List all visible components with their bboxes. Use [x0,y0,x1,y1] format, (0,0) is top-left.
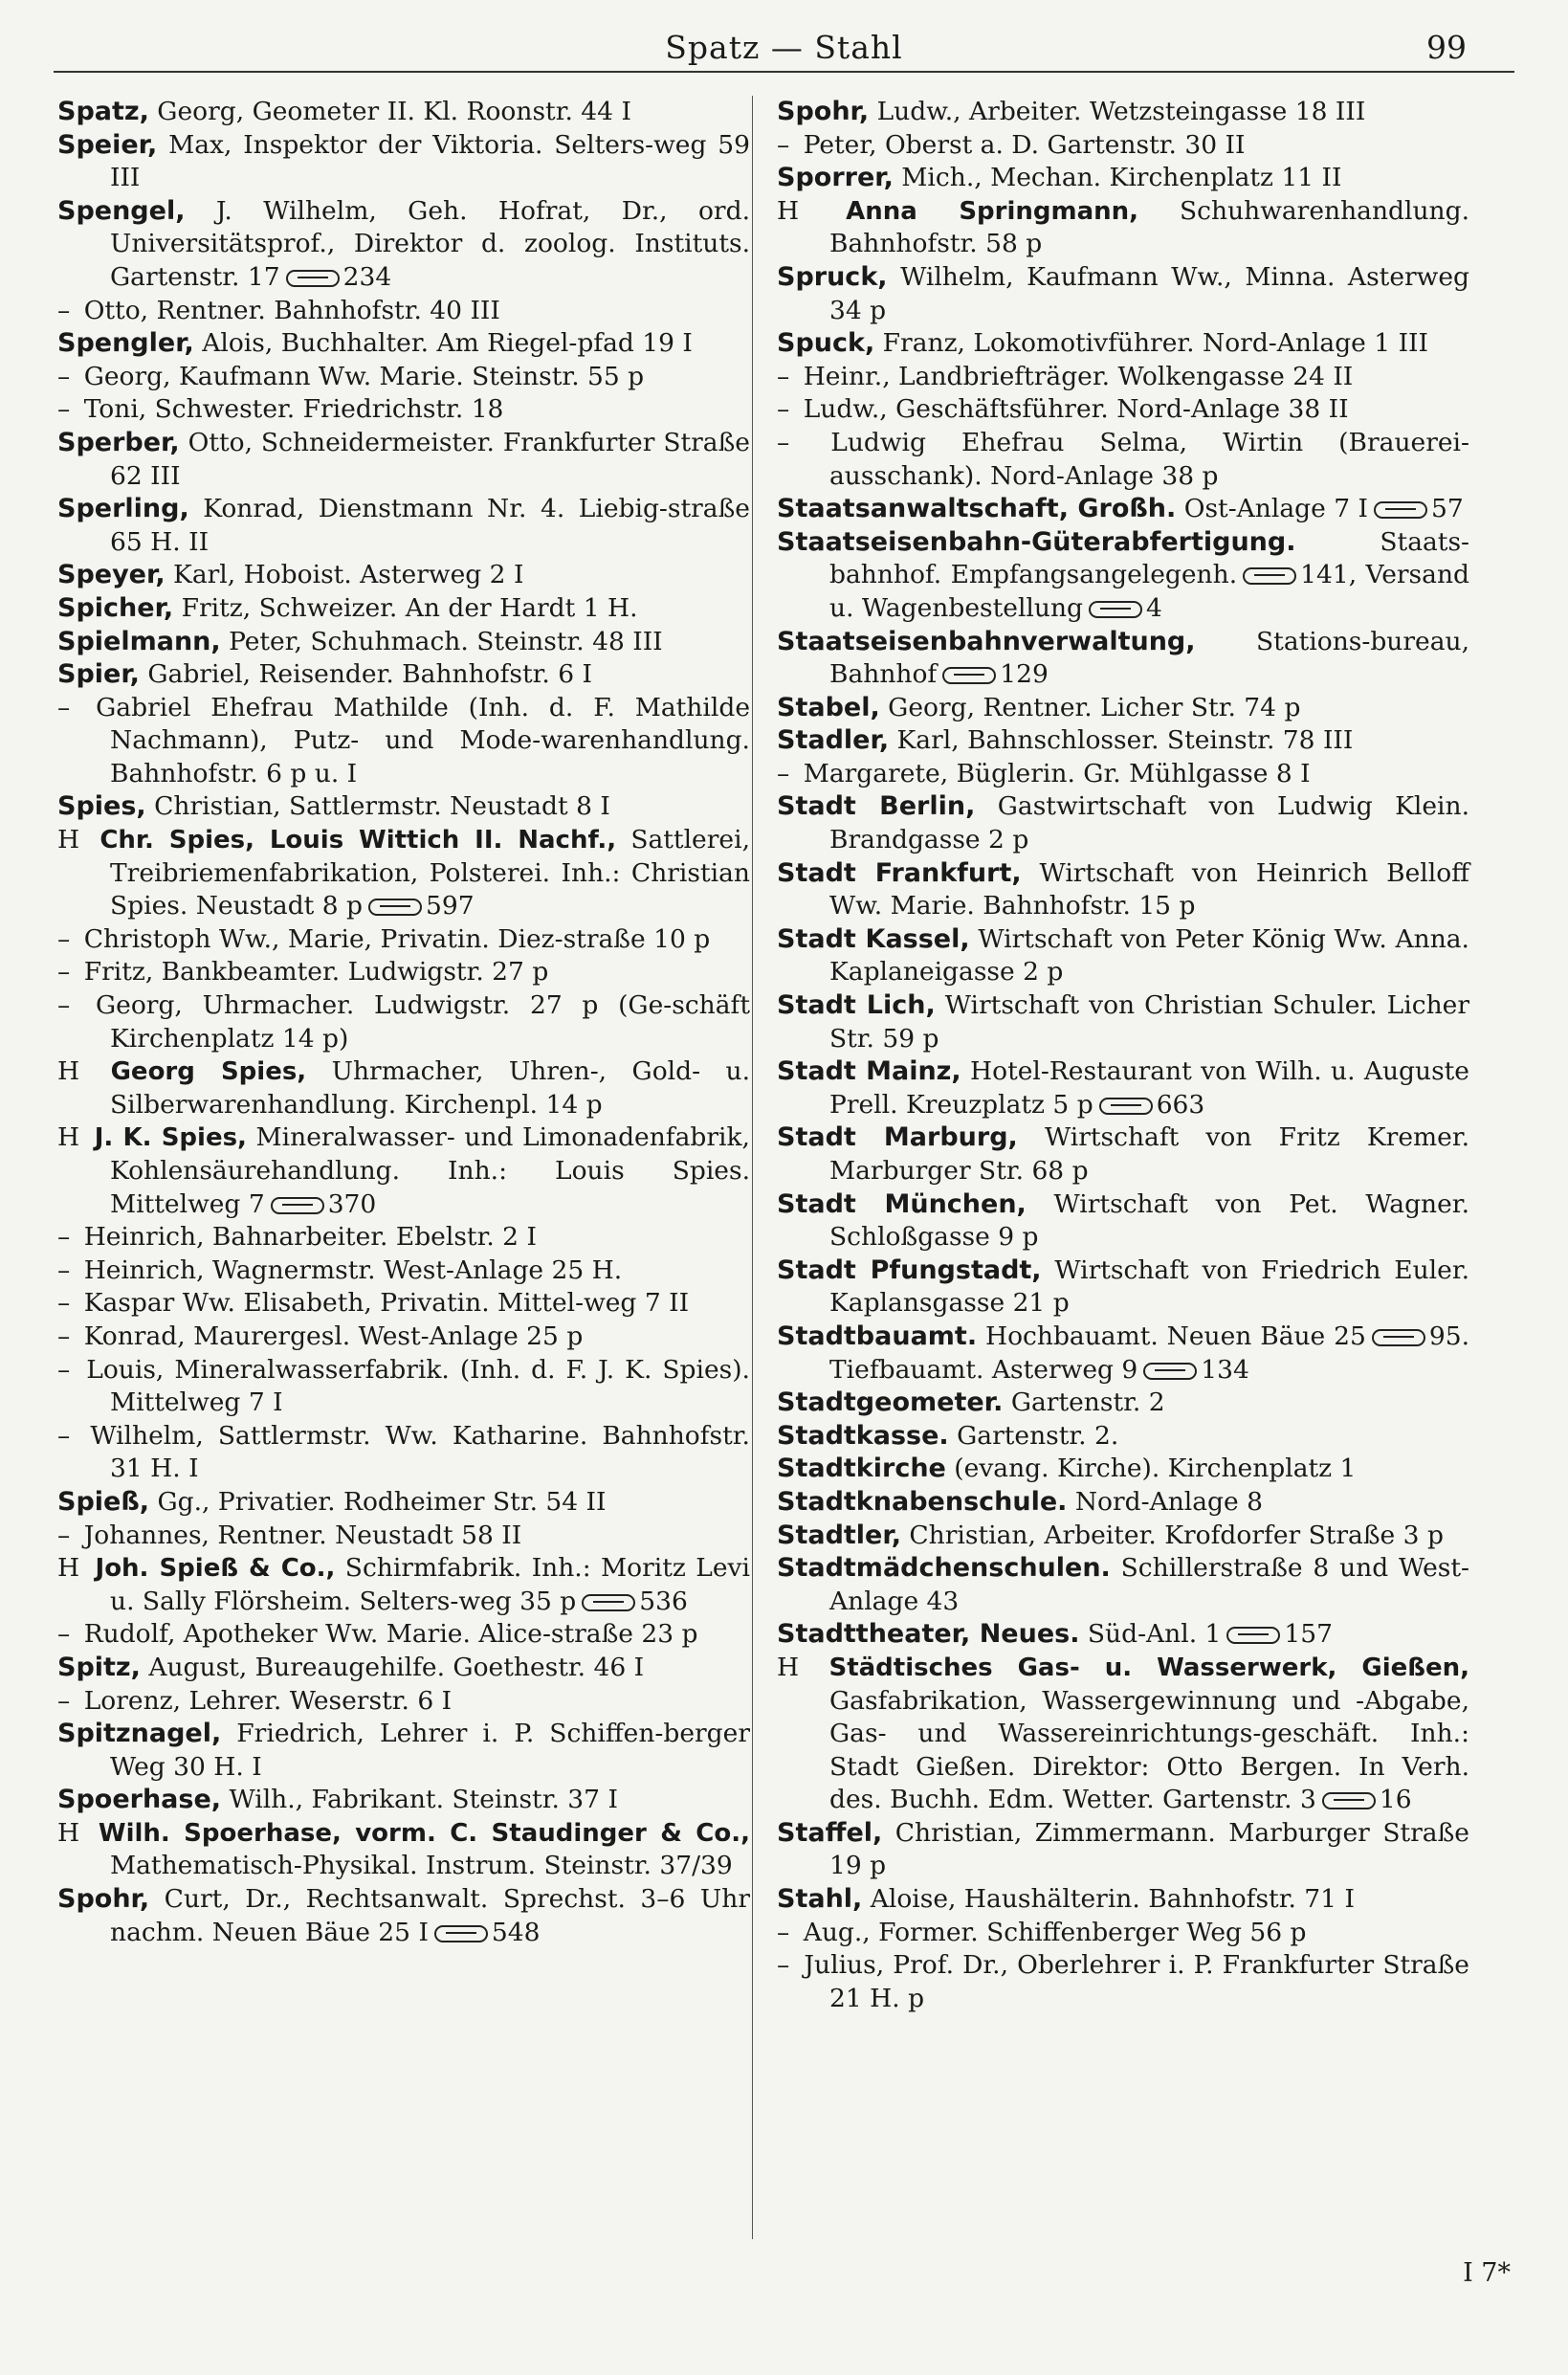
entry-details: Christoph Ww., Marie, Privatin. Diez-straße 10 p [83,923,711,954]
ditto-dash: – [777,129,790,160]
entry-name: Stadtgeometer. [777,1387,1004,1418]
ditto-dash: – [777,361,790,391]
ditto-dash: – [57,692,71,722]
telephone-icon [1374,501,1427,519]
column-divider [752,96,753,2239]
entry-details: Max, Inspektor der Viktoria. Selters-weg 59 III [110,129,750,193]
entry-details: Peter, Oberst a. D. Gartenstr. 30 II [803,129,1246,160]
entry-details: Wirtschaft von Friedrich Euler. Kaplansgasse 21 p [829,1254,1469,1319]
entry-details: Schillerstraße 8 und West-Anlage 43 [829,1553,1469,1616]
entry-details: Gabriel Ehefrau Mathilde (Inh. d. F. Mathilde Nachmann), Putz- und Mode-warenhandlung. Bahnhofstr. 6 p u. I [96,692,750,788]
directory-entry [777,261,1469,327]
telephone-icon [368,899,422,916]
entry-details: Wilhelm, Sattlermstr. Ww. Katharine. Bahnhofstr. 31 H. I [90,1420,750,1484]
entry-name: Stadt Berlin, [777,791,976,822]
phone-number: 134 [1201,1354,1249,1385]
entry-details: Christian, Sattlermstr. Neustadt 8 I [145,791,610,822]
entry-name: Stahl, [777,1884,863,1915]
header-rule [54,71,1514,73]
entry-details: (evang. Kirche). Kirchenplatz 1 [945,1454,1357,1484]
entry-details: Franz, Lokomotivführer. Nord-Anlage 1 III [874,328,1428,359]
entry-name: Staatsanwaltschaft, Großh. [777,494,1177,524]
entry-details: Lorenz, Lehrer. Weserstr. 6 I [83,1685,453,1716]
entry-name: Spoerhase, [57,1785,222,1815]
entry-name: Speier, [57,129,158,160]
directory-entry [777,162,1469,195]
entry-details: Otto, Schneidermeister. Frankfurter Straße 62 III [110,427,750,491]
firm-marker: H [57,1122,80,1153]
ditto-dash: – [57,1254,71,1285]
directory-entry [777,1949,1469,2015]
entry-name: Spitznagel, [57,1719,222,1749]
entry-details: Uhrmacher, Uhren-, Gold- u. Silberwarenhandlung. Kirchenpl. 14 p [110,1056,750,1120]
directory-entry [777,1321,1469,1387]
telephone-icon [1089,601,1142,618]
entry-details: Gabriel, Reisender. Bahnhofstr. 6 I [139,659,593,690]
directory-entry [777,129,1469,163]
phone-number: 548 [491,1917,541,1947]
entry-details: Otto, Rentner. Bahnhofstr. 40 III [83,295,500,325]
directory-entry [777,1883,1469,1917]
directory-entry [57,1784,750,1817]
page-number: 99 [1426,29,1467,66]
directory-entry [57,1486,750,1520]
entry-name: Stadtbauamt. [777,1321,978,1351]
directory-entry [57,1520,750,1553]
directory-entry [57,96,750,129]
firm-marker: H [57,1553,80,1584]
entry-details: Wilhelm, Kaufmann Ww., Minna. Asterweg 34 p [829,261,1469,325]
entry-name: Spicher, [57,592,174,623]
directory-entry [57,790,750,824]
ditto-dash: – [57,1685,71,1716]
firm-marker: H [57,1056,80,1087]
entry-details: Curt, Dr., Rechtsanwalt. Sprechst. 3–6 Uhr nachm. Neuen Bäue 25 I [110,1884,750,1947]
entry-details: Gasfabrikation, Wassergewinnung und -Abgabe, Gas- und Wassereinrichtungs-geschäft. Inh.: Stadt Gießen. Direktor: Otto Bergen. In Verh. des. Buchh. Edm. Wetter. Gartenstr. 3 [829,1685,1469,1815]
entry-details: Wirtschaft von Fritz Kremer. Marburger Str. 68 p [829,1122,1470,1186]
directory-entry [57,1121,750,1221]
ditto-dash: – [57,923,71,954]
directory-entry [57,592,750,626]
entry-name: Staatseisenbahn-Güterabfertigung. [777,526,1296,557]
entry-name: Stadtmädchenschulen. [777,1553,1111,1584]
telephone-icon [271,1197,324,1214]
telephone-icon [1099,1098,1153,1115]
entry-name: Stadt Marburg, [777,1122,1018,1153]
directory-entry [57,923,750,957]
telephone-icon [1226,1627,1280,1644]
phone-number: 129 [1000,659,1049,690]
ditto-dash: – [777,758,790,788]
directory-entry [57,327,750,361]
entry-details: Konrad, Maurergesl. West-Anlage 25 p [83,1321,584,1351]
entry-details: Rudolf, Apotheker Ww. Marie. Alice-straße 23 p [83,1619,698,1650]
ditto-dash: – [777,1950,790,1981]
directory-entry [57,195,750,295]
directory-entry [777,1520,1469,1553]
directory-entry [777,493,1469,526]
directory-entry [777,1652,1469,1817]
directory-entry [57,559,750,592]
directory-entry [777,1188,1469,1254]
directory-entry [57,956,750,989]
entry-details: Gartenstr. 2 [1003,1387,1165,1418]
entry-name: Georg Spies, [110,1057,307,1087]
entry-details: Georg, Rentner. Licher Str. 74 p [879,692,1301,722]
directory-entry [777,393,1469,427]
entry-name: Staffel, [777,1817,883,1848]
directory-entry [777,724,1469,758]
directory-entry [777,989,1469,1055]
entry-details: Fritz, Schweizer. An der Hardt 1 H. [173,592,638,623]
directory-entry [57,692,750,791]
directory-entry [777,1552,1469,1618]
entry-details: Mineralwasser- und Limonadenfabrik, Kohlensäurehandlung. Inh.: Louis Spies. Mittelweg 7 [110,1122,750,1219]
directory-entry [777,1055,1469,1121]
directory-entry [57,989,750,1055]
entry-details: Margarete, Büglerin. Gr. Mühlgasse 8 I [803,758,1311,788]
ditto-dash: – [57,394,71,425]
entry-details: Fritz, Bankbeamter. Ludwigstr. 27 p [83,957,549,988]
entry-details: Süd-Anl. 1 [1079,1619,1222,1650]
directory-entry [57,1652,750,1685]
entry-details: Heinrich, Wagnermstr. West-Anlage 25 H. [83,1254,623,1285]
entry-name: Stadtler, [777,1520,901,1550]
entry-details: Louis, Mineralwasserfabrik. (Inh. d. F. J. K. Spies). Mittelweg 7 I [86,1354,750,1418]
directory-entry [57,295,750,328]
entry-name: Spuck, [777,328,875,359]
entry-details: Heinrich, Bahnarbeiter. Ebelstr. 2 I [83,1222,537,1253]
directory-entry [777,758,1469,791]
directory-entry [57,626,750,659]
directory-entry [777,790,1469,856]
directory-entry [57,824,750,923]
ditto-dash: – [57,1520,71,1550]
ditto-dash: – [57,361,71,391]
entry-name: Stadttheater, Neues. [777,1619,1080,1650]
directory-entry [57,1552,750,1618]
telephone-icon [286,270,340,287]
directory-entry [57,1420,750,1486]
firm-marker: H [777,1652,800,1682]
entry-details: Wirtschaft von Heinrich Belloff Ww. Marie. Bahnhofstr. 15 p [829,857,1469,921]
entry-details: Ludw., Arbeiter. Wetzsteingasse 18 III [869,97,1366,126]
entry-details: Sattlerei, Treibriemenfabrikation, Polsterei. Inh.: Christian Spies. Neustadt 8 p [110,825,750,921]
entry-name: Spielmann, [57,626,221,656]
entry-name: Stadt Lich, [777,990,936,1021]
directory-entry [777,1817,1469,1883]
entry-details: Wirtschaft von Pet. Wagner. Schloßgasse 9 p [829,1188,1469,1253]
entry-details: Gg., Privatier. Rodheimer Str. 54 II [149,1486,607,1517]
directory-entry [777,1618,1469,1652]
directory-entry [777,692,1469,725]
phone-number: 141, [1300,560,1358,590]
entry-details: Aloise, Haushälterin. Bahnhofstr. 71 I [862,1884,1355,1915]
entry-name: Städtisches Gas- u. Wasserwerk, Gießen, [828,1653,1469,1682]
firm-marker: H [777,195,800,226]
entry-details: August, Bureaugehilfe. Goethestr. 46 I [140,1652,645,1682]
entry-name: Sperling, [57,494,189,524]
directory-entry [777,1917,1469,1950]
entry-details: Ost-Anlage 7 I [1176,494,1368,524]
phone-number: 16 [1379,1785,1412,1815]
entry-details: Versand u. Wagenbestellung [829,560,1469,623]
directory-entry [57,1055,750,1121]
directory-entry [777,526,1469,626]
phone-number: 234 [342,261,392,292]
entry-name: Staatseisenbahnverwaltung, [777,626,1196,656]
directory-entry [57,427,750,493]
entry-name: Wilh. Spoerhase, vorm. C. Staudinger & Co., [98,1818,750,1848]
entry-details: Georg, Uhrmacher. Ludwigstr. 27 p (Ge-schäft Kirchenplatz 14 p) [95,990,750,1054]
directory-entry [57,1287,750,1321]
entry-name: Spohr, [777,97,870,126]
entry-name: Spohr, [57,1884,150,1915]
entry-name: Stabel, [777,692,880,722]
entry-name: Spengler, [57,328,194,359]
entry-details: Wirtschaft von Christian Schuler. Licher Str. 59 p [829,990,1469,1054]
firm-marker: H [57,1817,80,1848]
ditto-dash: – [57,1288,71,1319]
directory-entry [57,1718,750,1784]
entry-details: Nord-Anlage 8 [1067,1486,1263,1517]
directory-entry [777,1420,1469,1454]
entry-details: Ludwig Ehefrau Selma, Wirtin (Brauerei-ausschank). Nord-Anlage 38 p [829,427,1469,491]
entry-name: Anna Springmann, [846,196,1139,226]
entry-name: Spitz, [57,1652,141,1682]
phone-number: 4 [1146,592,1162,623]
entry-details: Wilh., Fabrikant. Steinstr. 37 I [221,1785,618,1815]
telephone-icon [1372,1329,1425,1346]
entry-name: Spier, [57,659,140,690]
directory-entry [777,96,1469,129]
directory-entry [57,129,750,195]
entry-details: Mathematisch-Physikal. Instrum. Steinstr. 37/39 [110,1851,733,1881]
entry-details: Heinr., Landbriefträger. Wolkengasse 24 II [803,361,1354,391]
ditto-dash: – [57,1420,71,1451]
ditto-dash: – [777,1917,790,1947]
entry-details: Georg, Kaufmann Ww. Marie. Steinstr. 55 p [83,361,645,391]
directory-entry [57,1221,750,1254]
entry-name: Spruck, [777,261,888,292]
phone-number: 95. [1428,1321,1469,1351]
directory-entry [777,1121,1469,1188]
ditto-dash: – [777,427,790,457]
telephone-icon [434,1925,488,1942]
signature-mark: I 7* [1463,2258,1511,2288]
entry-name: Stadtkasse. [777,1420,949,1451]
entry-details: Schuhwarenhandlung. Bahnhofstr. 58 p [829,195,1469,259]
directory-entry [777,1254,1469,1321]
entry-name: Stadt München, [777,1188,1027,1219]
telephone-icon [942,667,996,684]
entry-details: Gartenstr. 2. [948,1420,1119,1451]
phone-number: 157 [1284,1619,1334,1650]
ditto-dash: – [57,1321,71,1351]
ditto-dash: – [57,990,71,1021]
entry-name: Spies, [57,791,146,822]
directory-entry [777,626,1469,692]
directory-entry [57,658,750,692]
entry-details: Karl, Hoboist. Asterweg 2 I [165,560,524,590]
entry-name: Chr. Spies, Louis Wittich II. Nachf., [99,826,617,855]
entry-details: Alois, Buchhalter. Am Riegel-pfad 19 I [193,328,693,359]
entry-name: Stadtkirche [777,1454,946,1484]
directory-entry [57,1817,750,1883]
firm-marker: H [57,825,80,855]
ditto-dash: – [57,957,71,988]
directory-entry [57,393,750,427]
directory-entry [57,1883,750,1949]
entry-name: Stadtknabenschule. [777,1486,1068,1517]
phone-number: 597 [426,891,475,921]
entry-name: Joh. Spieß & Co., [95,1554,336,1584]
directory-entry [777,1387,1469,1420]
phone-number: 536 [639,1586,688,1616]
ditto-dash: – [57,1619,71,1650]
ditto-dash: – [57,1354,71,1385]
entry-name: Stadler, [777,725,890,756]
entry-name: Spatz, [57,97,149,126]
entry-details: Tiefbauamt. Asterweg 9 [829,1354,1138,1385]
directory-entry [57,1618,750,1652]
entry-name: Stadt Frankfurt, [777,857,1022,888]
page-header [54,21,1514,73]
entry-details: Schirmfabrik. Inh.: Moritz Levi u. Sally Flörsheim. Selters-weg 35 p [110,1553,750,1616]
entry-details: Hotel-Restaurant von Wilh. u. Auguste Prell. Kreuzplatz 5 p [829,1056,1469,1120]
entry-details: Konrad, Dienstmann Nr. 4. Liebig-straße 65 H. II [110,494,750,557]
entry-details: Staats-bahnhof. Empfangsangelegenh. [829,526,1469,590]
entry-name: Speyer, [57,560,166,590]
entry-details: Hochbauamt. Neuen Bäue 25 [977,1321,1366,1351]
directory-entry [777,857,1469,923]
ditto-dash: – [777,394,790,425]
entry-details: Karl, Bahnschlosser. Steinstr. 78 III [889,725,1354,756]
entry-name: Spieß, [57,1486,150,1517]
entry-name: Spengel, [57,195,186,226]
entry-name: Stadt Mainz, [777,1056,961,1087]
entry-details: Christian, Zimmermann. Marburger Straße 19 p [829,1817,1469,1881]
phone-number: 370 [327,1188,377,1219]
ditto-dash: – [57,1222,71,1253]
entry-name: Sporrer, [777,163,894,193]
entry-details: Christian, Arbeiter. Krofdorfer Straße 3 p [900,1520,1444,1550]
entry-name: J. K. Spies, [94,1123,247,1153]
ditto-dash: – [57,295,71,325]
entry-details: Aug., Former. Schiffenberger Weg 56 p [803,1917,1307,1947]
telephone-icon [1322,1792,1376,1809]
directory-entry [57,1321,750,1354]
left-column [57,96,750,1949]
right-column [777,96,1469,2015]
directory-entry [777,327,1469,361]
entry-details: Johannes, Rentner. Neustadt 58 II [83,1520,522,1550]
entry-details: Ludw., Geschäftsführer. Nord-Anlage 38 II [803,394,1349,425]
directory-entry [777,1453,1469,1486]
directory-entry [57,1685,750,1719]
directory-entry [57,1254,750,1288]
running-title: Spatz — Stahl [665,29,903,66]
entry-name: Sperber, [57,427,180,457]
directory-entry [777,195,1469,261]
telephone-icon [1143,1363,1197,1380]
directory-entry [57,1354,750,1420]
directory-entry [777,923,1469,989]
entry-details: J. Wilhelm, Geh. Hofrat, Dr., ord. Universitätsprof., Direktor d. zoolog. Instituts. Gartenstr. 17 [110,195,750,292]
entry-details: Toni, Schwester. Friedrichstr. 18 [83,394,504,425]
directory-entry [57,361,750,394]
entry-details: Stations-bureau, Bahnhof [829,626,1469,690]
entry-details: Georg, Geometer II. Kl. Roonstr. 44 I [148,97,631,126]
entry-name: Stadt Pfungstadt, [777,1254,1042,1285]
entry-name: Stadt Kassel, [777,923,970,954]
telephone-icon [1243,567,1296,585]
directory-entry [777,1486,1469,1520]
phone-number: 57 [1430,494,1464,524]
entry-details: Wirtschaft von Peter König Ww. Anna. Kaplaneigasse 2 p [829,923,1469,988]
entry-details: Kaspar Ww. Elisabeth, Privatin. Mittel-weg 7 II [83,1288,690,1319]
directory-entry [777,361,1469,394]
directory-entry [777,427,1469,493]
directory-entry [57,493,750,559]
entry-details: Friedrich, Lehrer i. P. Schiffen-berger Weg 30 H. I [110,1719,750,1782]
entry-details: Mich., Mechan. Kirchenplatz 11 II [893,163,1342,193]
telephone-icon [582,1594,635,1611]
entry-details: Gastwirtschaft von Ludwig Klein. Brandgasse 2 p [829,791,1469,855]
entry-details: Julius, Prof. Dr., Oberlehrer i. P. Frankfurter Straße 21 H. p [804,1950,1469,2013]
phone-number: 663 [1156,1089,1205,1120]
entry-details: Peter, Schuhmach. Steinstr. 48 III [220,626,663,656]
